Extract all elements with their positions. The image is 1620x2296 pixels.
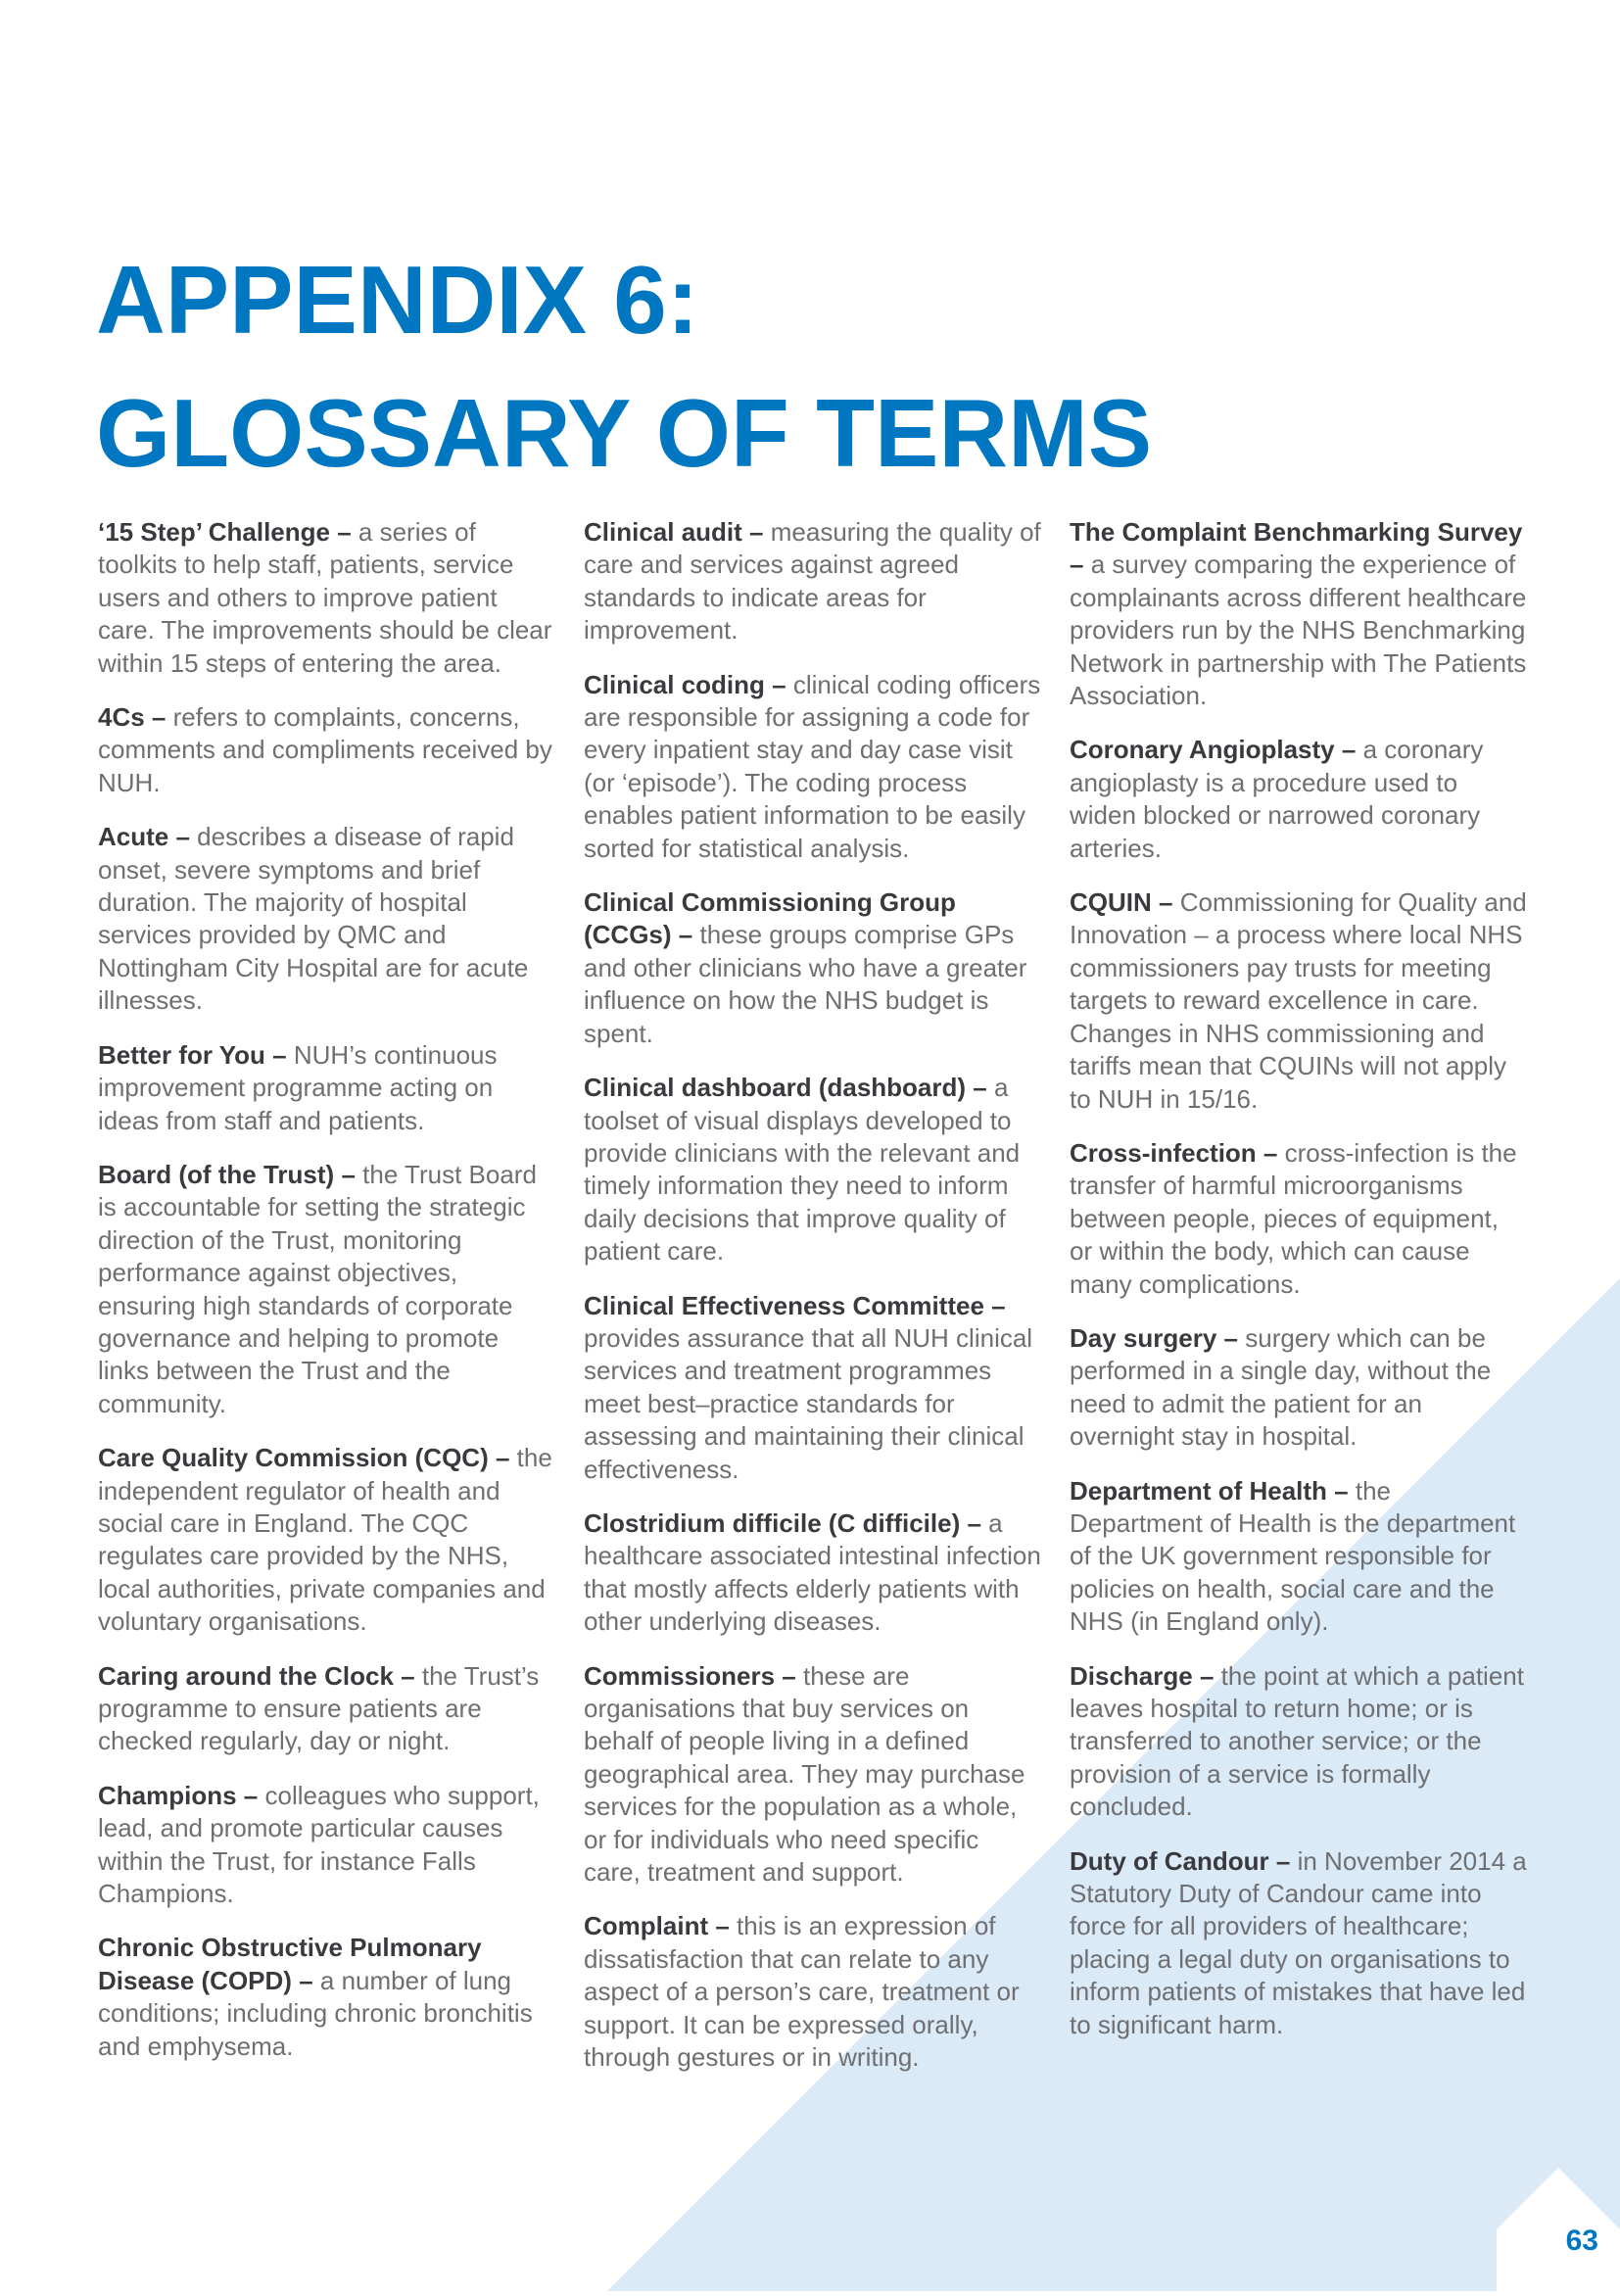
term-separator: – [1268,1845,1298,1876]
glossary-term: Clostridium difficile (C difficile) [584,1507,961,1538]
term-separator: – [168,822,198,852]
glossary-entry [1070,1660,1528,1824]
glossary-term: Clinical dashboard (dashboard) [584,1073,967,1103]
term-separator: – [1334,735,1363,765]
glossary-term: Department of Health [1070,1475,1327,1506]
glossary-term: Coronary Angioplasty [1070,735,1335,765]
glossary-term: 4Cs [98,702,145,733]
glossary-entry [1070,1475,1528,1639]
glossary-column-2 [584,516,1042,2095]
glossary-definition: colleagues who support, lead, and promote particular causes within the Trust, for instance Falls Champions. [98,1780,540,1909]
glossary-definition: this is an expression of dissatisfaction that can relate to any aspect of a person’s care, treatment or support. It can be expressed orally, through gestures or in writing. [584,1911,1020,2073]
term-separator: – [708,1911,738,1941]
glossary-definition: NUH’s continuous improvement programme acting on ideas from staff and patients. [98,1039,498,1135]
term-separator: – [775,1660,803,1691]
glossary-entry [98,1159,556,1420]
term-separator: – [291,1965,320,1995]
glossary-entry [98,701,556,799]
glossary-term: Clinical Commissioning Group (CCGs) [584,887,956,950]
glossary-definition: the Trust Board is accountable for setting the strategic direction of the Trust, monitoring performance against objectives, ensuring high standards of corporate governance and helping to promote links between the Trust and the community. [98,1159,537,1418]
glossary-entry [1070,1137,1528,1301]
glossary-entry [1070,1845,1528,2041]
glossary-term: Complaint [584,1911,709,1941]
glossary-column-1 [98,516,556,2084]
glossary-entry [98,821,556,1017]
glossary-entry [1070,516,1528,712]
term-separator: – [144,702,173,733]
page-title-line-2: GLOSSARY OF TERMS [96,379,1153,487]
term-separator: – [1151,887,1180,918]
term-separator: – [1256,1137,1285,1168]
glossary-definition: the point at which a patient leaves hospital to return home; or is transferred to another service; or the provision of a service is formally concluded. [1070,1660,1524,1822]
glossary-term: Chronic Obstructive Pulmonary Disease (COPD) [98,1933,482,1995]
glossary-term: Clinical coding [584,669,765,699]
term-separator: – [329,517,358,547]
glossary-definition: surgery which can be performed in a single day, without the need to admit the patient for an overnight stay in hospital. [1070,1322,1492,1452]
glossary-column-3 [1070,516,1528,2063]
glossary-term: CQUIN [1070,887,1152,918]
page-title-line-1: APPENDIX 6: [96,246,699,354]
glossary-entry [1070,1322,1528,1454]
glossary-term: Champions [98,1780,237,1810]
term-separator: – [741,517,771,547]
glossary-term: Board (of the Trust) [98,1159,335,1189]
glossary-term: Commissioners [584,1660,776,1691]
page-number-tab [1497,2168,1620,2291]
glossary-term: Caring around the Clock [98,1660,394,1691]
term-separator: – [334,1159,363,1189]
term-separator: – [1070,550,1091,580]
glossary-term: Clinical audit [584,517,742,547]
glossary-term: Cross-infection [1070,1137,1257,1168]
glossary-term: Day surgery [1070,1322,1217,1353]
glossary-definition: the independent regulator of health and social care in England. The CQC regulates care provided by the NHS, local authorities, private companies and voluntary organisations. [98,1443,552,1637]
page-title [96,233,1152,500]
term-separator: – [488,1443,517,1473]
glossary-term: ‘15 Step’ Challenge [98,517,330,547]
glossary-entry [584,1660,1042,1889]
glossary-term: Clinical Effectiveness Committee [584,1290,984,1320]
glossary-definition: a survey comparing the experience of complainants across different healthcare providers run by the NHS Benchmarking Network in partnership with The Patients Association. [1070,550,1527,711]
glossary-definition: a number of lung conditions; including chronic bronchitis and emphysema. [98,1965,533,2061]
glossary-term: Acute [98,822,169,852]
glossary-entry [98,1932,556,2063]
glossary-definition: these are organisations that buy services on behalf of people living in a defined geographical area. They may purchase services for the population as a whole, or for individuals who need specific care, treatment and support. [584,1660,1025,1888]
glossary-definition: in November 2014 a Statutory Duty of Candour came into force for all providers of healthcare; placing a legal duty on organisations to inform patients of mistakes that have led to significant harm. [1070,1845,1527,2039]
glossary-entry [1070,734,1528,865]
glossary-definition: a coronary angioplasty is a procedure used to widen blocked or narrowed coronary arteries. [1070,735,1484,863]
glossary-entry [98,516,556,680]
glossary-entry [584,1910,1042,2074]
glossary-definition: a healthcare associated intestinal infection that mostly affects elderly patients with other underlying diseases. [584,1507,1041,1637]
glossary-definition: the Trust’s programme to ensure patients are checked regularly, day or night. [98,1660,540,1756]
page-number-box [1497,2168,1620,2291]
glossary-entry [584,886,1042,1050]
term-separator: – [960,1507,989,1538]
glossary-entry [584,516,1042,647]
glossary-definition: clinical coding officers are responsible for assigning a code for every inpatient stay and day case visit (or ‘episode’). The coding process enables patient information to be easily sorted for statistical analysis. [584,669,1041,863]
term-separator: – [393,1660,422,1691]
term-separator: – [1192,1660,1221,1691]
glossary-entry [1070,886,1528,1116]
glossary-entry [584,1290,1042,1486]
glossary-definition: cross-infection is the transfer of harmful microorganisms between people, pieces of equipment, or within the body, which can cause many complications. [1070,1137,1517,1299]
glossary-term: Discharge [1070,1660,1193,1691]
glossary-entry [584,669,1042,865]
glossary-entry [584,1072,1042,1268]
term-separator: – [671,920,700,950]
glossary-definition: provides assurance that all NUH clinical services and treatment programmes meet best–practice standards for assessing and maintaining their clinical effectiveness. [584,1322,1033,1484]
glossary-term: Duty of Candour [1070,1845,1269,1876]
glossary-definition: describes a disease of rapid onset, severe symptoms and brief duration. The majority of hospital services provided by QMC and Nottingham City Hospital are for acute illnesses. [98,822,529,1016]
term-separator: – [236,1780,265,1810]
glossary-definition: Commissioning for Quality and Innovation – a process where local NHS commissioners pay trusts for meeting targets to reward excellence in care. Changes in NHS commissioning and tariffs mean that CQUINs will not apply to NUH in 15/16. [1070,887,1527,1114]
term-separator: – [1216,1322,1246,1353]
term-separator: – [966,1073,994,1103]
glossary-term: The Complaint Benchmarking Survey [1070,517,1523,547]
term-separator: – [983,1290,1006,1320]
glossary-definition: refers to complaints, concerns, comments and compliments received by NUH. [98,702,552,797]
page-number: 63 [1565,2224,1598,2257]
term-separator: – [264,1039,294,1070]
glossary-entry [98,1039,556,1137]
glossary-definition: a series of toolkits to help staff, patients, service users and others to improve patient care. The improvements should be clear within 15 steps of entering the area. [98,517,552,678]
term-separator: – [764,669,793,699]
glossary-definition: a toolset of visual displays developed to provide clinicians with the relevant and timely information they need to inform daily decisions that improve quality of patient care. [584,1073,1021,1267]
glossary-entry [98,1442,556,1638]
glossary-term: Better for You [98,1039,265,1070]
glossary-definition: measuring the quality of care and services against agreed standards to indicate areas for improvement. [584,517,1041,646]
term-separator: – [1326,1475,1356,1506]
glossary-entry [98,1660,556,1758]
glossary-definition: the Department of Health is the department of the UK government responsible for policies on health, social care and the NHS (in England only). [1070,1475,1516,1637]
glossary-entry [584,1507,1042,1639]
glossary-definition: these groups comprise GPs and other clinicians who have a greater influence on how the NHS budget is spent. [584,920,1027,1048]
glossary-entry [98,1780,556,1911]
glossary-term: Care Quality Commission (CQC) [98,1443,489,1473]
